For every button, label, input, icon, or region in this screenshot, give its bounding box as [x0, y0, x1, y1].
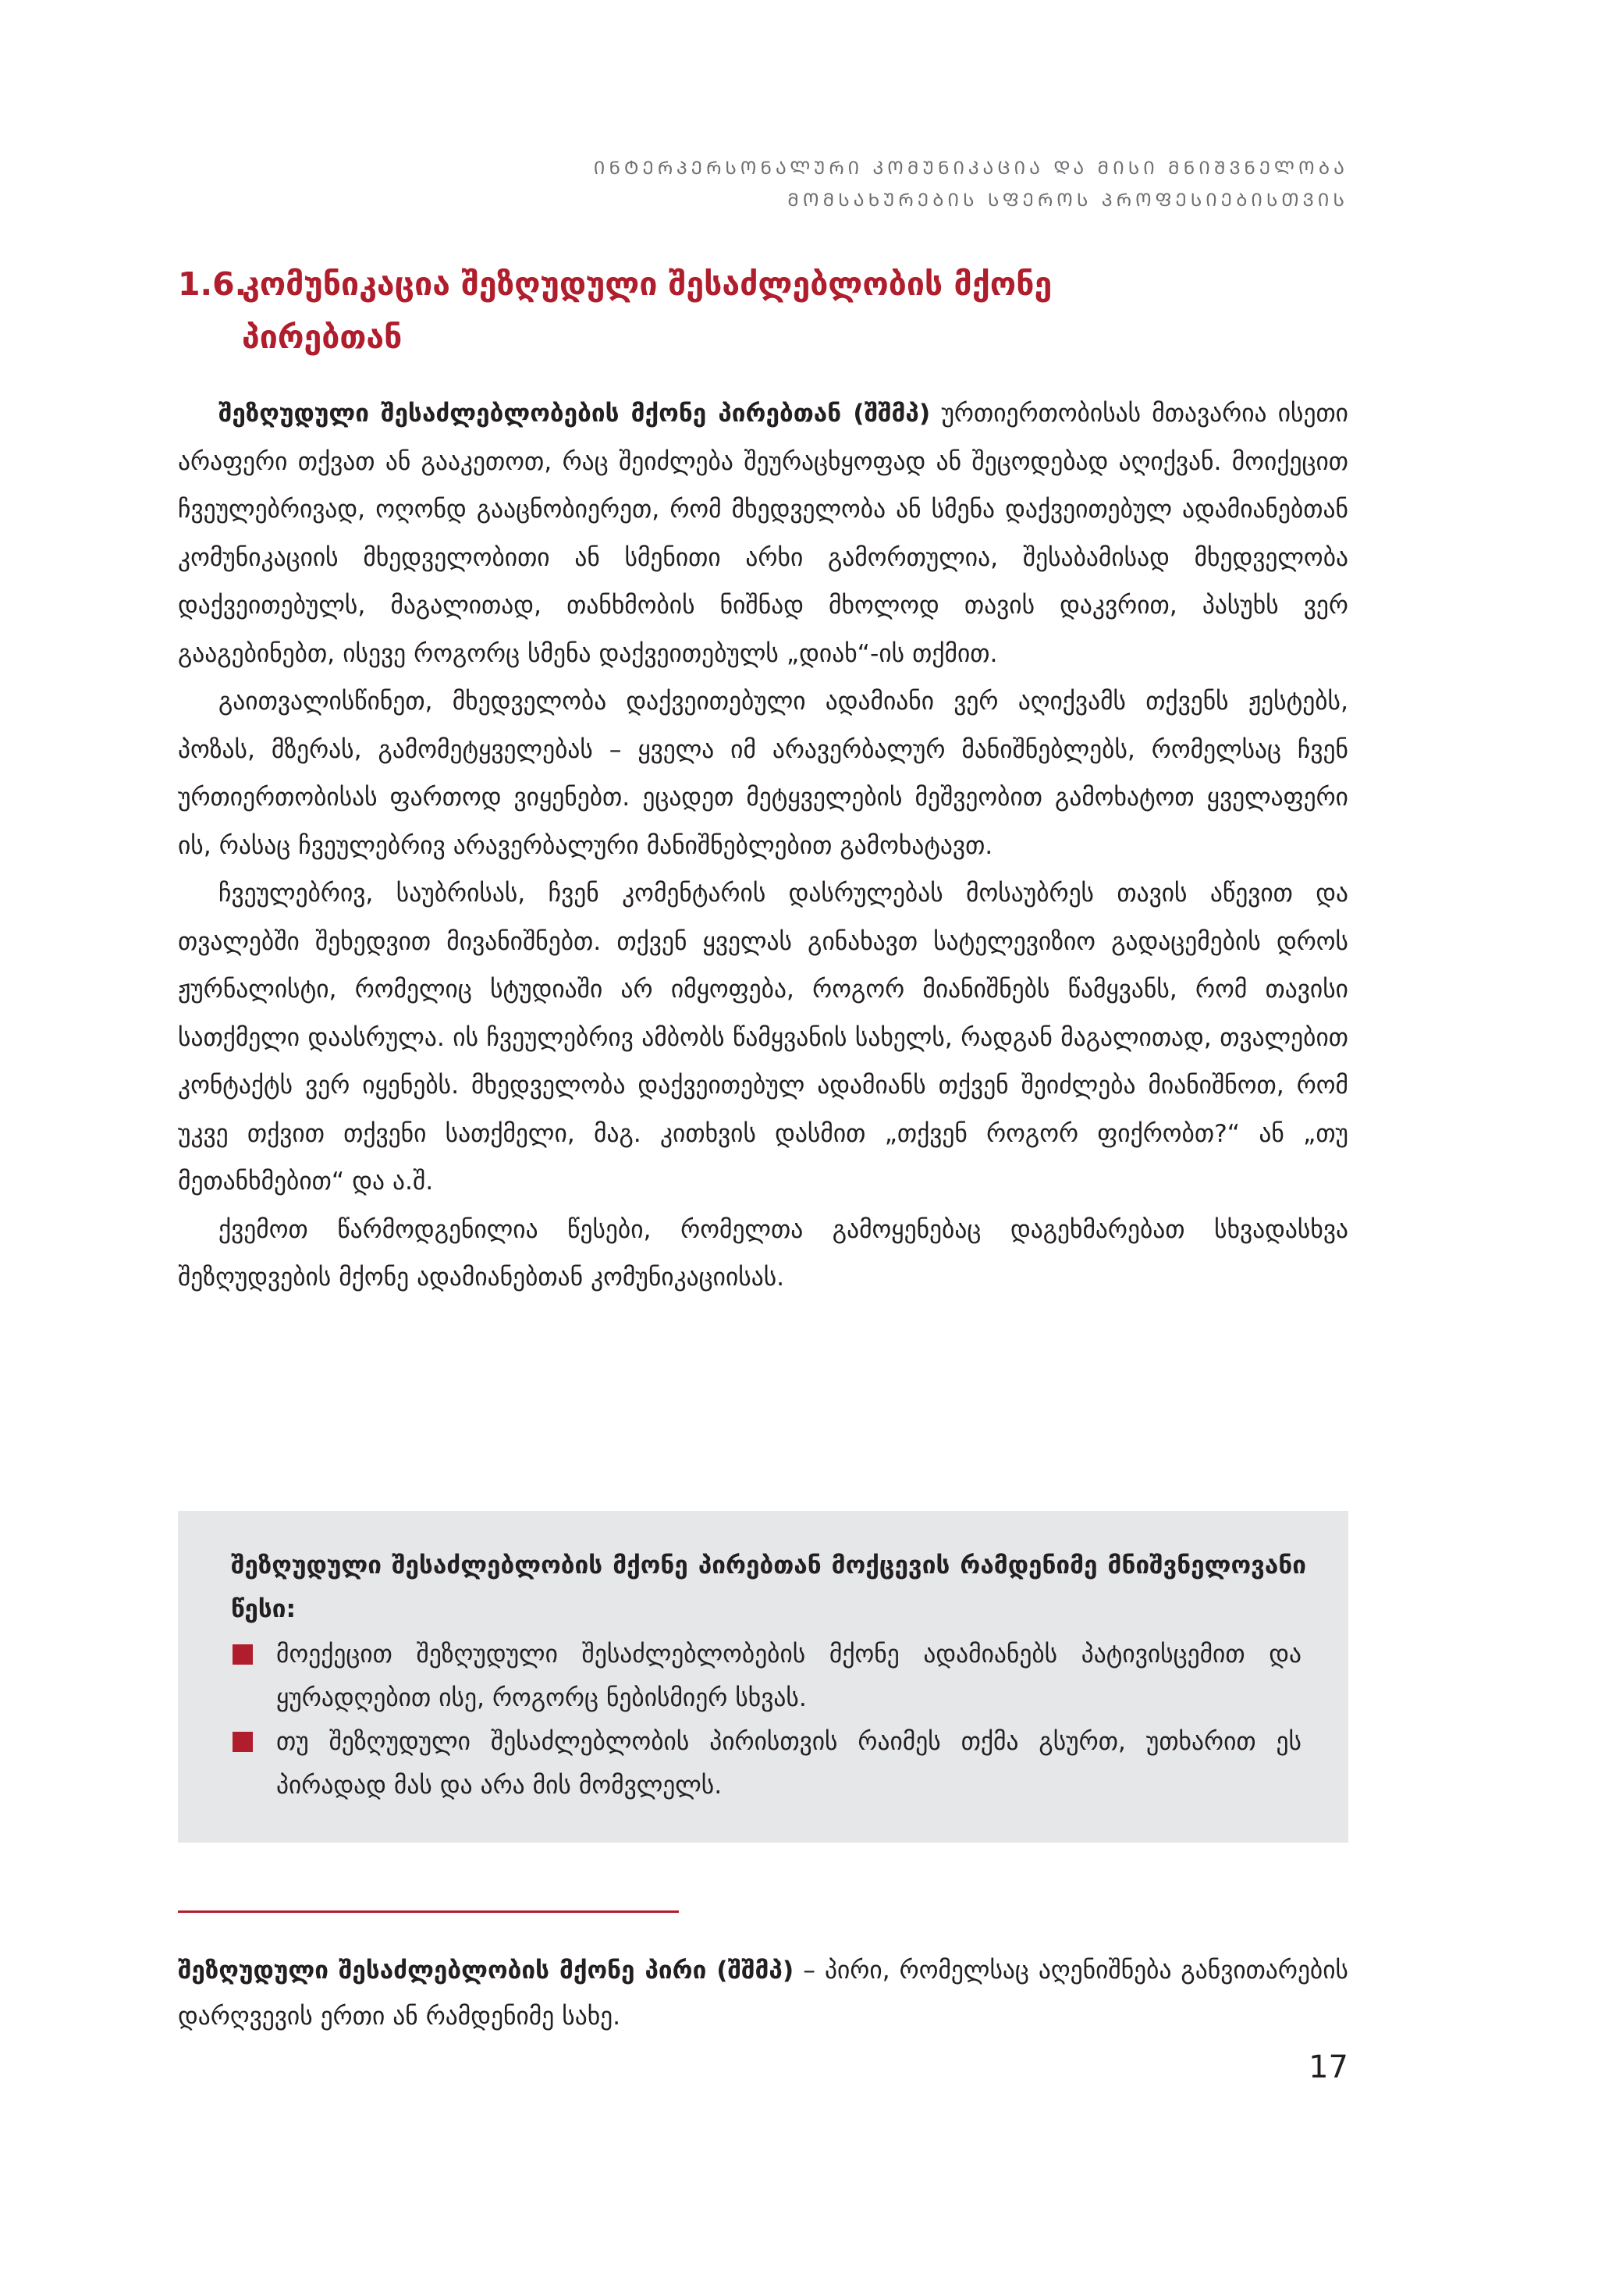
section-title-line-1: [178, 258, 1270, 311]
square-bullet-icon: [233, 1644, 253, 1665]
list-item-text: თუ შეზღუდული შესაძლებლობის პირისთვის რაიმეს თქმა გსურთ, უთხარით ეს პირადად მას და არა მის მომვლელს.: [276, 1728, 1301, 1800]
paragraph-1-term: შეზღუდული შესაძლებლობების მქონე პირებთან (შშმპ): [218, 400, 931, 428]
footnote: [178, 1948, 1348, 2040]
paragraph-4: ქვემოთ წარმოდგენილია წესები, რომელთა გამოყენებაც დაგეხმარებათ სხვადასხვა შეზღუდვების მქონე ადამიანებთან კომუნიკაციისას.: [178, 1215, 1348, 1292]
paragraph-2: გაითვალისწინეთ, მხედველობა დაქვეითებული ადამიანი ვერ აღიქვამს თქვენს ჟესტებს, პოზას, მზერას, გამომეტყველებას – ყველა იმ არავერბალურ მანიშნებლებს, რომელსაც ჩვენ ურთიერთობისას ფართოდ ვიყენებთ. ეცადეთ მეტყველების მეშვეობით გამოხატოთ ყველაფერი ის, რასაც ჩვეულებრივ არავერბალური მანიშნებლებით გამოხატავთ.: [178, 688, 1348, 860]
rules-callout-box: [178, 1511, 1348, 1843]
section-number: 1.6.: [178, 265, 247, 303]
running-header: [593, 153, 1348, 217]
paragraph-3: ჩვეულებრივ, საუბრისას, ჩვენ კომენტარის დასრულებას მოსაუბრეს თავის აწევით და თვალებში შეხედვით მივანიშნებთ. თქვენ ყველას გინახავთ სატელევიზიო გადაცემების დროს ჟურნალისტი, რომელიც სტუდიაში არ იმყოფება, როგორ მიანიშნებს წამყვანს, რომ თავისი სათქმელი დაასრულა. ის ჩვეულებრივ ამბობს წამყვანის სახელს, რადგან მაგალითად, თვალებით კონტაქტს ვერ იყენებს. მხედველობა დაქვეითებულ ადამიანს თქვენ შეიძლება მიანიშნოთ, რომ უკვე თქვით თქვენი სათქმელი, მაგ. კითხვის დასმით „თქვენ როგორ ფიქრობთ?“ ან „თუ მეთანხმებით“ და ა.შ.: [178, 880, 1348, 1196]
section-title-line-2: პირებთან: [242, 318, 403, 356]
paragraph-1: [178, 390, 1348, 678]
body-text: [178, 390, 1348, 1303]
footnote-divider: [178, 1910, 679, 1913]
footnote-term: შეზღუდული შესაძლებლობის მქონე პირი (შშმპ): [178, 1957, 794, 1985]
square-bullet-icon: [233, 1732, 253, 1752]
page-number: 17: [1309, 2049, 1348, 2085]
callout-list: [231, 1633, 1348, 1807]
running-header-line-1: ᲘᲜᲢᲔᲠᲞᲔᲠᲡᲝᲜᲐᲚᲣᲠᲘ ᲙᲝᲛᲣᲜᲘᲙᲐᲪᲘᲐ ᲓᲐ ᲛᲘᲡᲘ ᲛᲜᲘᲨᲕᲜᲔᲚᲝᲑᲐ: [593, 158, 1348, 179]
footnote-definition: – პირი, რომელსაც აღენიშნება განვითარების დარღვევის ერთი ან რამდენიმე სახე.: [178, 1957, 1348, 2031]
paragraph-1-text: ურთიერთობისას მთავარია ისეთი არაფერი თქვათ ან გააკეთოთ, რაც შეიძლება შეურაცხყოფად ან შეცოდებად აღიქვან. მოიქეცით ჩვეულებრივად, ოღონდ გააცნობიერეთ, რომ მხედველობა ან სმენა დაქვეითებულ ადამიანებთან კომუნიკაციის მხედველობითი ან სმენითი არხი გამორთულია, შესაბამისად მხედველობა დაქვეითებულს, მაგალითად, თანხმობის ნიშნად მხოლოდ თავის დაკვრით, პასუხს ვერ გააგებინებთ, ისევე როგორც სმენა დაქვეითებულს „დიახ“-ის თქმით.: [178, 400, 1348, 668]
list-item: [231, 1720, 1348, 1807]
callout-title: შეზღუდული შესაძლებლობის მქონე პირებთან მოქცევის რამდენიმე მნიშვნელოვანი წესი:: [231, 1551, 1306, 1623]
running-header-line-2: ᲛᲝᲛᲡᲐᲮᲣᲠᲔᲑᲘᲡ ᲡᲤᲔᲠᲝᲡ ᲞᲠᲝᲤᲔᲡᲘᲔᲑᲘᲡᲗᲕᲘᲡ: [787, 190, 1348, 211]
section-title-text-1: კომუნიკაცია შეზღუდული შესაძლებლობის მქონე: [242, 265, 1053, 303]
section-heading: [178, 258, 1270, 364]
list-item: [231, 1633, 1348, 1720]
list-item-text: მოექეცით შეზღუდული შესაძლებლობების მქონე ადამიანებს პატივისცემით და ყურადღებით ისე, როგორც ნებისმიერ სხვას.: [276, 1640, 1301, 1712]
